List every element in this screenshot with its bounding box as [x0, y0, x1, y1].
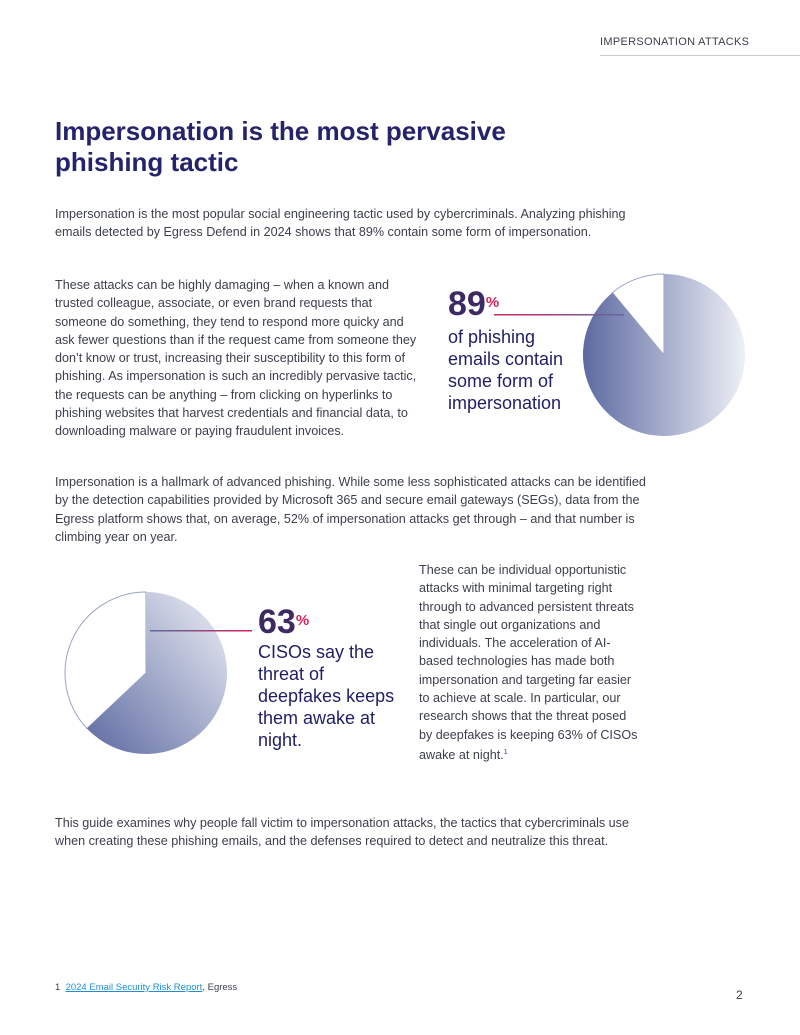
stat-89-leader-line: [494, 313, 624, 317]
body-paragraph-1: Impersonation is the most popular social engineering tactic used by cybercriminals. Analyzing phishing emails detected by Egress Defend in 2024 shows that 89% contain some form of impersonation.: [55, 207, 626, 240]
page-title: Impersonation is the most pervasive phishing tactic: [55, 116, 506, 177]
stat-63-pie-chart: [64, 590, 228, 756]
stat-63-value: [258, 604, 309, 640]
body-paragraph-3: Impersonation is a hallmark of advanced phishing. While some less sophisticated attacks can be identified by the detection capabilities provided by Microsoft 365 and secure email gateways (SEGs), data from the Egress platform shows that, on average, 52% of impersonation attacks get through – and that number is climbing year on year.: [55, 475, 646, 544]
page-number: 2: [736, 988, 743, 1002]
stat-63-leader-line: [150, 629, 252, 633]
footnote-report-link[interactable]: 2024 Email Security Risk Report: [65, 982, 203, 993]
footnote-source: , Egress: [202, 982, 238, 993]
stat-89-unit: %: [485, 294, 500, 311]
pie-filled-slice: [583, 274, 745, 436]
stat-63-number: 63: [258, 603, 296, 641]
stat-89-value: [448, 286, 499, 322]
stat-63-caption: CISOs say the threat of deepfakes keeps them awake at night.: [258, 642, 395, 750]
body-paragraph-2: These attacks can be highly damaging – when a known and trusted colleague, associate, or even brand requests that someone do something, they tend to respond more quicky and ask fewer questions than if the request came from someone they don’t know or trust, increasing their susceptibility to this form of phishing. As impersonation is such an incredibly pervasive tactic, the requests can be anything – from clicking on hyperlinks to phishing websites that harvest credentials and financial data, to downloading malware or paying fraudulent invoices.: [55, 278, 417, 439]
stat-89-pie-chart: [582, 272, 746, 438]
body-paragraph-4: [419, 561, 639, 764]
body-paragraph-4-text: These can be individual opportunistic attacks with minimal targeting right through to advanced persistent threats that single out organizations and individuals. The acceleration of AI-based technologies has made both impersonation and targeting far easier to achieve at scale. In particular, our research shows that the threat posed by deepfakes is keeping 63% of CISOs awake at night.: [419, 563, 638, 763]
body-paragraph-5: This guide examines why people fall victim to impersonation attacks, the tactics that cybercriminals use when creating these phishing emails, and the defenses required to detect and neutralize this threat.: [55, 816, 629, 849]
footnote: [55, 982, 237, 993]
stat-63-unit: %: [295, 612, 310, 629]
section-header-label: IMPERSONATION ATTACKS: [600, 36, 750, 48]
stat-89-number: 89: [448, 285, 486, 323]
header-rule: [600, 55, 800, 56]
footnote-reference: 1: [503, 748, 508, 756]
stat-89-caption: of phishing emails contain some form of impersonation: [448, 327, 564, 413]
footnote-number: 1: [55, 982, 61, 993]
